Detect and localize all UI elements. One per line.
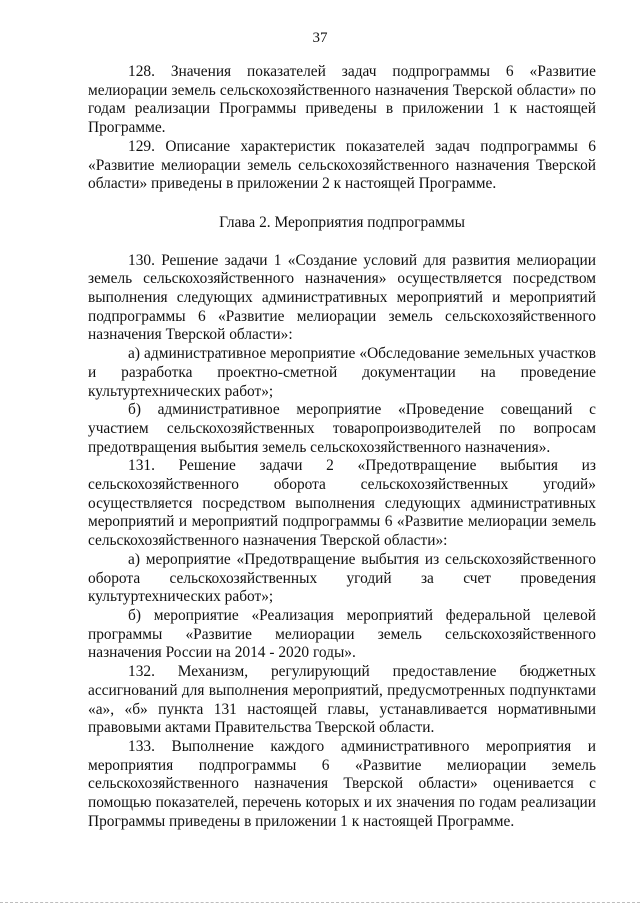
- chapter-heading: Глава 2. Мероприятия подпрограммы: [219, 213, 465, 231]
- paragraph-129: 129. Описание характеристик показателей задач подпрограммы 6 «Развитие мелиорации земель сельскохозяйственного назначения Тверской области» приведены в приложении 2 к настоящей Программе.: [88, 137, 596, 193]
- scan-edge-divider: [0, 902, 640, 903]
- paragraph-131: 131. Решение задачи 2 «Предотвращение выбытия из сельскохозяйственного оборота сельскохозяйственных угодий» осуществляется посредством выполнения следующих административных мероприятий и мероприятий подпрограммы 6 «Развитие мелиорации земель сельскохозяйственного назначения Тверской области»:: [88, 457, 596, 550]
- paragraph-128: 128. Значения показателей задач подпрограммы 6 «Развитие мелиорации земель сельскохозяйственного назначения Тверской области» по годам реализации Программы приведены в приложении 1 к настоящей Программе.: [88, 63, 596, 137]
- document-body: [88, 63, 596, 831]
- paragraph-130-b: б) административное мероприятие «Проведение совещаний с участием сельскохозяйственных товаропроизводителей по вопросам предотвращения выбытия земель сельскохозяйственного назначения».: [88, 401, 596, 456]
- paragraph-131-b: б) мероприятие «Реализация мероприятий федеральной целевой программы «Развитие мелиорации земель сельскохозяйственного назначения России на 2014 - 2020 годы».: [88, 606, 596, 662]
- paragraph-130: 130. Решение задачи 1 «Создание условий для развития мелиорации земель сельскохозяйственного назначения» осуществляется посредством выполнения следующих административных мероприятий и мероприятий подпрограммы 6 «Развитие мелиорации земель сельскохозяйственного назначения Тверской области»:: [88, 251, 596, 344]
- paragraph-130-a: а) административное мероприятие «Обследование земельных участков и разработка проектно-сметной документации на проведение культуртехнических работ»;: [88, 345, 596, 400]
- page-number: 37: [312, 30, 328, 46]
- paragraph-131-a: а) мероприятие «Предотвращение выбытия из сельскохозяйственного оборота сельскохозяйственных угодий за счет проведения культуртехнических работ»;: [88, 550, 596, 606]
- paragraph-133: 133. Выполнение каждого административного мероприятия и мероприятия подпрограммы 6 «Развитие мелиорации земель сельскохозяйственного назначения Тверской области» оценивается с помощью показателей, перечень которых и их значения по годам реализации Программы приведены в приложении 1 к настоящей Программе.: [88, 737, 596, 830]
- paragraph-132: 132. Механизм, регулирующий предоставление бюджетных ассигнований для выполнения мероприятий, предусмотренных подпунктами «а», «б» пункта 131 настоящей главы, устанавливается нормативными правовыми актами Правительства Тверской области.: [88, 663, 596, 737]
